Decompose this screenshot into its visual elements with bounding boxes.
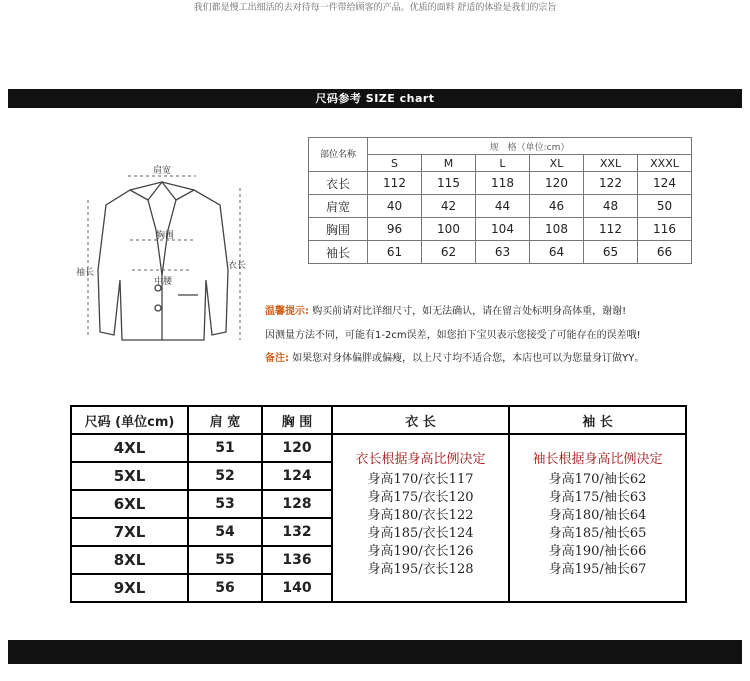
spec-value-cell: 96 [368, 218, 422, 241]
spec-row [309, 241, 692, 264]
table-header-cell: 胸 围 [262, 406, 332, 434]
spec-value-cell: 46 [530, 195, 584, 218]
length-rule-title: 衣长根据身高比例决定 [355, 452, 486, 467]
jacket-label-length: 衣长 [228, 261, 247, 271]
spec-value-cell: 42 [422, 195, 476, 218]
spec-title: 规 格（单位:cm） [368, 138, 692, 155]
corner-label: 部位名称 [309, 138, 368, 172]
spec-value-cell: 100 [422, 218, 476, 241]
size-header-cell: L [476, 155, 530, 172]
jacket-label-sleeve: 袖长 [76, 268, 95, 278]
spec-value-cell: 62 [422, 241, 476, 264]
table-cell-shoulder: 54 [188, 518, 262, 546]
table-cell-size: 8XL [71, 546, 188, 574]
spec-value-cell: 61 [368, 241, 422, 264]
spec-row-label: 衣长 [309, 172, 368, 195]
spec-row-label: 胸围 [309, 218, 368, 241]
remark-note [265, 349, 644, 364]
table-cell-shoulder: 52 [188, 462, 262, 490]
jacket-label-shoulder: 肩宽 [153, 166, 172, 176]
length-rule-line: 身高175/衣长120 [367, 490, 474, 505]
table-cell-size: 9XL [71, 574, 188, 602]
table-cell-chest: 136 [262, 546, 332, 574]
tagline: 我们都是慢工出细活的去对待每一件带给顾客的产品。优质的面料 舒适的体验是我们的宗旨 [193, 3, 557, 13]
sleeve-rule-line: 身高190/袖长66 [548, 544, 647, 559]
table-cell-size: 4XL [71, 434, 188, 462]
table-header-cell: 尺码 (单位cm) [71, 406, 188, 434]
spec-value-cell: 66 [638, 241, 692, 264]
length-rule-line: 身高170/衣长117 [367, 472, 474, 487]
sleeve-rule-line: 身高170/袖长62 [548, 472, 647, 487]
size-header-cell: XXL [584, 155, 638, 172]
jacket-label-chest: 胸围 [156, 231, 175, 241]
sleeve-rule-line: 身高180/袖长64 [548, 508, 647, 523]
spec-value-cell: 63 [476, 241, 530, 264]
large-size-table [70, 405, 687, 603]
size-header-cell: S [368, 155, 422, 172]
tip-text: 购买前请对比详细尺寸，如无法确认，请在留言处标明身高体重，谢谢! [312, 306, 627, 317]
table-cell-size: 7XL [71, 518, 188, 546]
spec-value-cell: 112 [584, 218, 638, 241]
length-rule-cell [332, 434, 509, 602]
size-header-cell: XXXL [638, 155, 692, 172]
size-header-cell: M [422, 155, 476, 172]
table-cell-size: 5XL [71, 462, 188, 490]
spec-value-cell: 40 [368, 195, 422, 218]
spec-value-cell: 124 [638, 172, 692, 195]
length-rule-line: 身高195/衣长128 [367, 562, 474, 577]
section-title: 尺码参考 SIZE chart [315, 92, 435, 105]
table-cell-chest: 128 [262, 490, 332, 518]
size-header-cell: XL [530, 155, 584, 172]
measure-note: 因测量方法不同，可能有1-2cm误差，如您拍下宝贝表示您接受了可能存在的误差哦! [265, 330, 641, 341]
table-cell-shoulder: 53 [188, 490, 262, 518]
table-header-cell: 衣 长 [332, 406, 509, 434]
spec-row-label: 肩宽 [309, 195, 368, 218]
table-cell-size: 6XL [71, 490, 188, 518]
sleeve-rule-line: 身高195/袖长67 [548, 562, 647, 577]
spec-value-cell: 122 [584, 172, 638, 195]
spec-value-cell: 118 [476, 172, 530, 195]
size-spec-table [308, 137, 692, 264]
length-rule-line: 身高185/衣长124 [367, 526, 474, 541]
spec-value-cell: 115 [422, 172, 476, 195]
bottom-bar [8, 640, 742, 664]
spec-row [309, 195, 692, 218]
remark-text: 如果您对身体偏胖或偏瘦，以上尺寸均不适合您，本店也可以为您量身订做YY。 [292, 353, 645, 364]
length-rule-line: 身高190/衣长126 [367, 544, 474, 559]
table-cell-shoulder: 56 [188, 574, 262, 602]
sleeve-rule-cell [509, 434, 686, 602]
spec-row [309, 172, 692, 195]
table-cell-chest: 120 [262, 434, 332, 462]
jacket-label-waist: 中腰 [154, 277, 173, 287]
table-header-cell: 肩 宽 [188, 406, 262, 434]
spec-value-cell: 44 [476, 195, 530, 218]
table-row [71, 434, 686, 462]
spec-value-cell: 120 [530, 172, 584, 195]
sleeve-rule-line: 身高185/袖长65 [548, 526, 647, 541]
spec-value-cell: 108 [530, 218, 584, 241]
spec-value-cell: 104 [476, 218, 530, 241]
spec-row-label: 袖长 [309, 241, 368, 264]
spec-value-cell: 50 [638, 195, 692, 218]
table-cell-shoulder: 55 [188, 546, 262, 574]
tip-note [265, 302, 626, 317]
spec-value-cell: 65 [584, 241, 638, 264]
tip-label: 温馨提示: [265, 306, 309, 317]
table-cell-chest: 124 [262, 462, 332, 490]
spec-value-cell: 64 [530, 241, 584, 264]
spec-value-cell: 112 [368, 172, 422, 195]
table-cell-chest: 140 [262, 574, 332, 602]
spec-value-cell: 116 [638, 218, 692, 241]
spec-value-cell: 48 [584, 195, 638, 218]
length-rule-line: 身高180/衣长122 [367, 508, 474, 523]
spec-row [309, 218, 692, 241]
remark-label: 备注: [265, 353, 289, 364]
sleeve-rule-title: 袖长根据身高比例决定 [532, 452, 663, 467]
table-cell-chest: 132 [262, 518, 332, 546]
table-header-cell: 袖 长 [509, 406, 686, 434]
table-cell-shoulder: 51 [188, 434, 262, 462]
sleeve-rule-line: 身高175/袖长63 [548, 490, 647, 505]
